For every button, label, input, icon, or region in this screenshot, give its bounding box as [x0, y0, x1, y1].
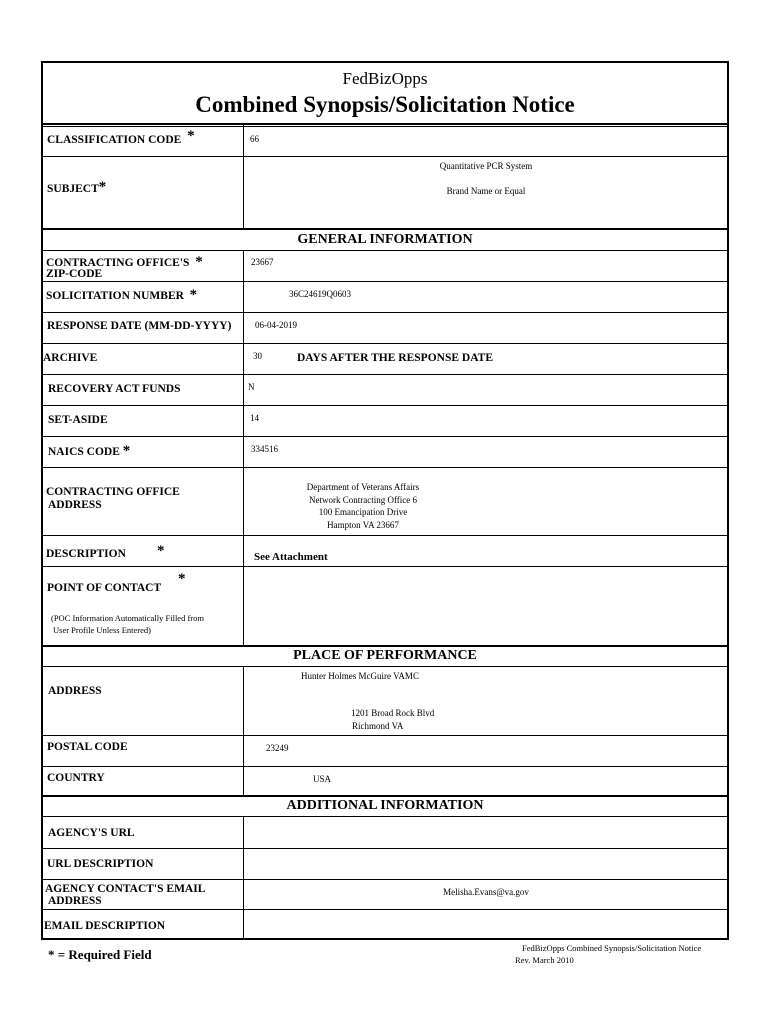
archive-value[interactable]: 30	[253, 351, 262, 361]
zip-code-label-line2: ZIP-CODE	[46, 268, 103, 280]
set-aside-value[interactable]: 14	[250, 413, 259, 423]
form-revision: Rev. March 2010	[515, 955, 574, 965]
postal-code-label: POSTAL CODE	[47, 741, 128, 753]
agency-contact-email-label-line2: ADDRESS	[48, 895, 102, 907]
contracting-office-address-line3[interactable]: 100 Emancipation Drive	[318, 507, 408, 517]
subject-value-line1[interactable]: Quantitative PCR System	[439, 161, 533, 171]
agency-contact-email-label-line1: AGENCY CONTACT'S EMAIL	[45, 883, 206, 895]
classification-code-label: CLASSIFICATION CODE *	[47, 128, 195, 146]
email-description-label: EMAIL DESCRIPTION	[44, 920, 166, 932]
solicitation-form	[41, 61, 729, 940]
classification-code-value[interactable]: 66	[250, 134, 259, 144]
required-star: *	[178, 571, 186, 587]
point-of-contact-note-line2: User Profile Unless Entered)	[53, 625, 151, 635]
solicitation-number-value[interactable]: 36C24619Q0603	[289, 289, 352, 299]
set-aside-label: SET-ASIDE	[48, 414, 108, 426]
required-star: *	[122, 443, 131, 459]
section-place-of-performance: PLACE OF PERFORMANCE	[293, 648, 477, 663]
required-star: *	[157, 543, 165, 559]
recovery-act-funds-value[interactable]: N	[248, 382, 255, 392]
contracting-office-address-line4[interactable]: Hampton VA 23667	[327, 519, 399, 530]
agency-contact-email-value[interactable]: Melisha.Evans@va.gov	[443, 887, 529, 897]
point-of-contact-label: POINT OF CONTACT	[47, 582, 162, 594]
response-date-label: RESPONSE DATE (MM-DD-YYYY)	[47, 320, 232, 332]
archive-label: ARCHIVE	[43, 352, 98, 364]
pop-address-line2[interactable]: 1201 Broad Rock Blvd	[351, 708, 435, 718]
subject-label: SUBJECT*	[47, 179, 107, 195]
contracting-office-address-line2[interactable]: Network Contracting Office 6	[308, 494, 418, 505]
pop-address-line1[interactable]: Hunter Holmes McGuire VAMC	[301, 671, 419, 681]
required-star: *	[189, 287, 198, 303]
naics-code-value[interactable]: 334516	[251, 444, 278, 454]
country-label: COUNTRY	[47, 772, 105, 784]
form-name: FedBizOpps Combined Synopsis/Solicitation Notice	[522, 943, 702, 953]
solicitation-number-label: SOLICITATION NUMBER *	[46, 287, 198, 303]
response-date-value[interactable]: 06-04-2019	[255, 320, 297, 330]
section-general-information: GENERAL INFORMATION	[297, 232, 473, 247]
required-star: *	[98, 179, 107, 195]
url-description-label: URL DESCRIPTION	[47, 858, 154, 870]
postal-code-value[interactable]: 23249	[266, 743, 289, 753]
contracting-office-address-label-line2: ADDRESS	[48, 499, 102, 511]
agency-url-label: AGENCY'S URL	[48, 827, 135, 839]
required-star: *	[187, 128, 195, 144]
required-field-note: * = Required Field	[48, 947, 152, 962]
section-additional-information: ADDITIONAL INFORMATION	[286, 798, 484, 813]
zip-code-value[interactable]: 23667	[251, 257, 274, 267]
form-title: Combined Synopsis/Solicitation Notice	[195, 92, 575, 117]
naics-code-label: NAICS CODE *	[48, 443, 131, 459]
archive-suffix: DAYS AFTER THE RESPONSE DATE	[297, 352, 493, 364]
subject-value-line2[interactable]: Brand Name or Equal	[446, 186, 526, 196]
pop-address-label: ADDRESS	[48, 685, 102, 697]
pop-address-line3[interactable]: Richmond VA	[352, 721, 404, 731]
zip-code-label-line1: CONTRACTING OFFICE'S *	[46, 254, 203, 270]
description-value[interactable]: See Attachment	[254, 551, 328, 563]
site-name: FedBizOpps	[342, 69, 428, 88]
description-label: DESCRIPTION	[46, 548, 126, 560]
contracting-office-address-label-line1: CONTRACTING OFFICE	[46, 486, 180, 498]
contracting-office-address-line1[interactable]: Department of Veterans Affairs	[306, 482, 420, 492]
required-star: *	[195, 254, 203, 270]
country-value[interactable]: USA	[313, 774, 332, 784]
recovery-act-funds-label: RECOVERY ACT FUNDS	[48, 383, 181, 395]
point-of-contact-note-line1: (POC Information Automatically Filled from	[51, 613, 204, 623]
